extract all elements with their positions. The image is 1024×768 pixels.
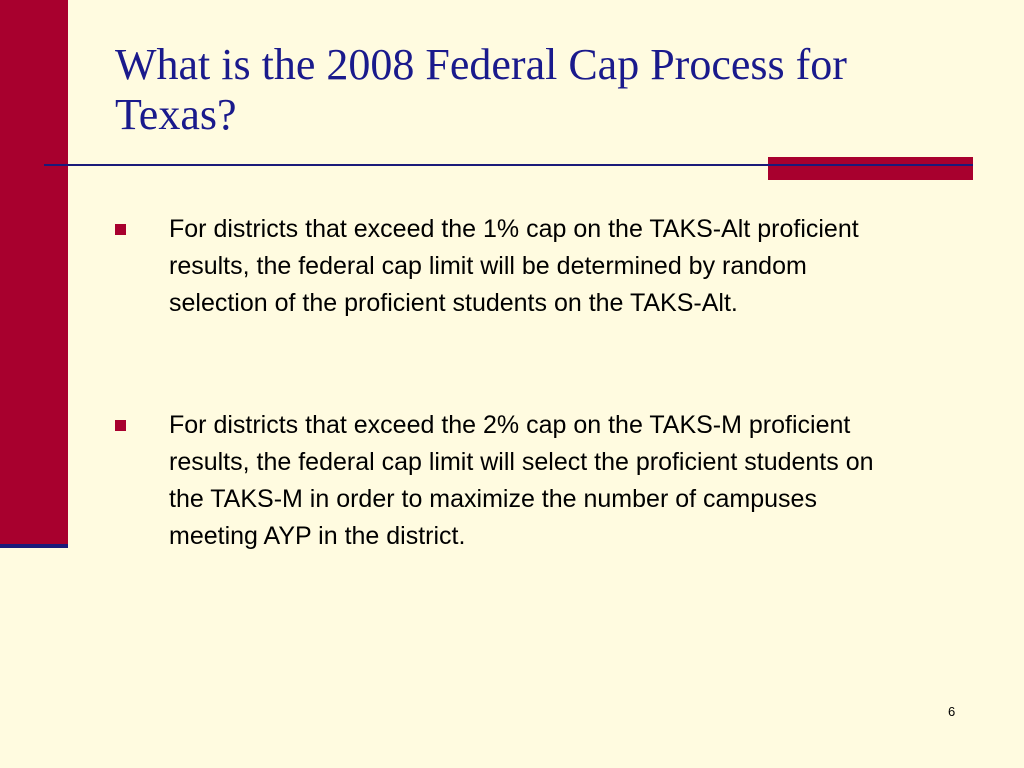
title-divider — [44, 164, 770, 166]
slide-title: What is the 2008 Federal Cap Process for Texas? — [115, 40, 847, 139]
square-bullet-icon — [115, 420, 126, 431]
left-accent-band — [0, 0, 68, 544]
bullet-item — [112, 407, 912, 555]
bullet-text: For districts that exceed the 2% cap on the TAKS-M proficient results, the federal cap limit will select the proficient students on the TAKS-M in order to maximize the number of campuses meeting AYP in the district. — [169, 411, 874, 550]
square-bullet-icon — [115, 224, 126, 235]
bullet-text: For districts that exceed the 1% cap on the TAKS-Alt proficient results, the federal cap limit will be determined by random selection of the proficient students on the TAKS-Alt. — [169, 215, 859, 317]
bullet-list — [112, 211, 912, 555]
title-accent-bar — [768, 157, 973, 180]
left-band-underline — [0, 544, 68, 548]
bullet-item — [112, 211, 912, 322]
title-accent-line — [768, 164, 973, 166]
page-number: 6 — [948, 704, 956, 719]
